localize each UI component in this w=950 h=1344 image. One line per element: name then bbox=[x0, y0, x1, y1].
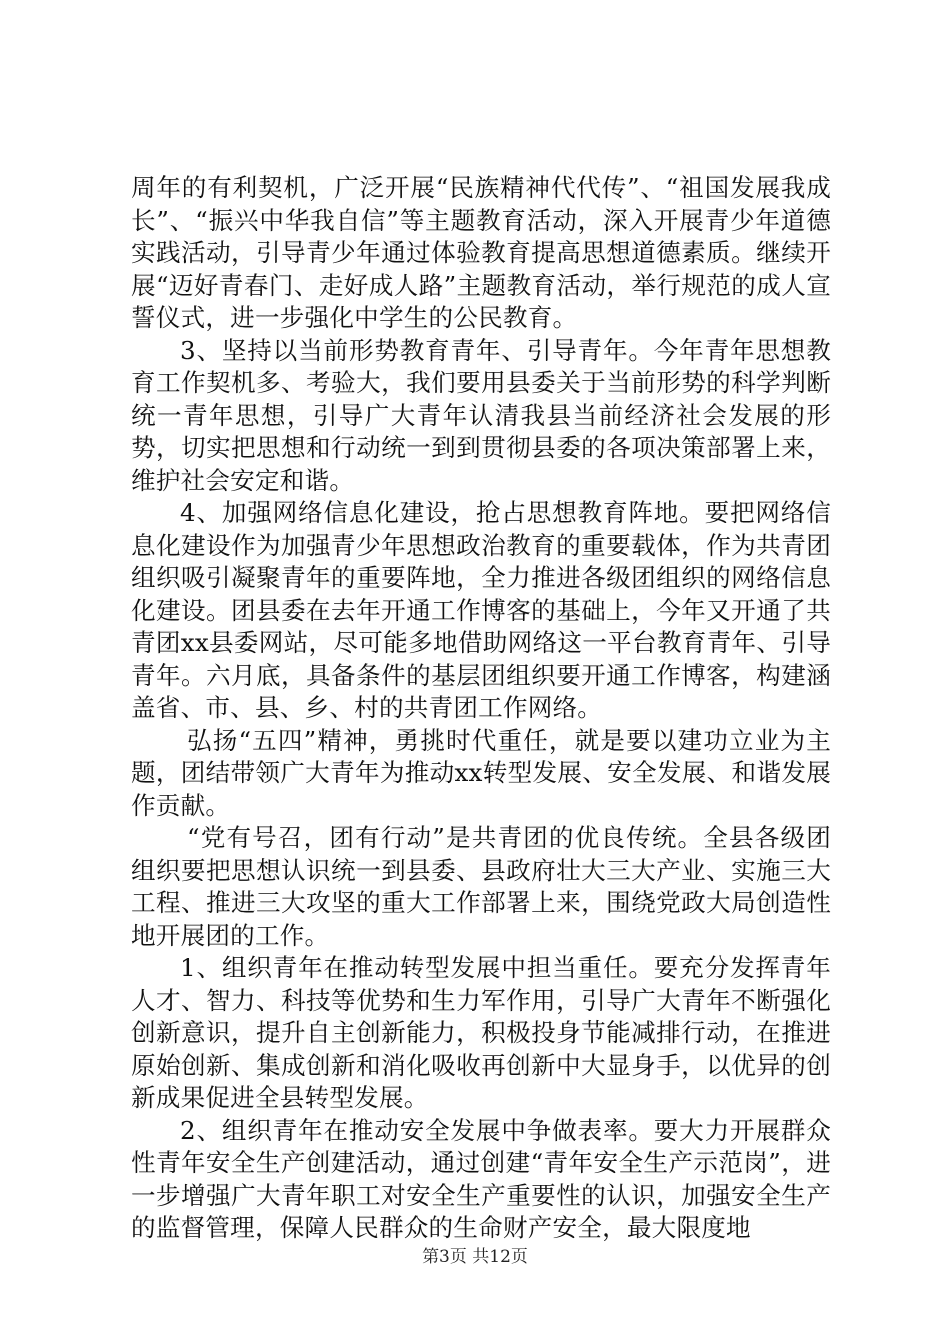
paragraph-1: 周年的有利契机，广泛开展“民族精神代代传”、“祖国发展我成长”、“振兴中华我自信”等主题教育活动，深入开展青少年道德实践活动，引导青少年通过体验教育提高思想道德素质。继续开展“迈好青春门、走好成人路”主题教育活动，举行规范的成人宣誓仪式，进一步强化中学生的公民教育。 bbox=[131, 173, 831, 332]
page-footer: 第3页 共12页 bbox=[422, 1247, 528, 1267]
paragraph-5: “党有号召，团有行动”是共青团的优良传统。全县各级团组织要把思想认识统一到县委、县政府壮大三大产业、实施三大工程、推进三大攻坚的重大工作部署上来，围绕党政大局创造性地开展团的工作。 bbox=[131, 823, 831, 950]
paragraph-7: 2、组织青年在推动安全发展中争做表率。要大力开展群众性青年安全生产创建活动，通过创建“青年安全生产示范岗”，进一步增强广大青年职工对安全生产重要性的认识，加强安全生产的监督管理，保障人民群众的生命财产安全，最大限度地 bbox=[131, 1115, 831, 1242]
paragraph-6: 1、组织青年在推动转型发展中担当重任。要充分发挥青年人才、智力、科技等优势和生力军作用，引导广大青年不断强化创新意识，提升自主创新能力，积极投身节能减排行动，在推进原始创新、集成创新和消化吸收再创新中大显身手，以优异的创新成果促进全县转型发展。 bbox=[131, 953, 831, 1112]
paragraph-4: 弘扬“五四”精神，勇挑时代重任，就是要以建功立业为主题，团结带领广大青年为推动xx转型发展、安全发展、和谐发展作贡献。 bbox=[131, 725, 831, 820]
paragraph-3: 4、加强网络信息化建设，抢占思想教育阵地。要把网络信息化建设作为加强青少年思想政治教育的重要载体，作为共青团组织吸引凝聚青年的重要阵地，全力推进各级团组织的网络信息化建设。团县委在去年开通工作博客的基础上，今年又开通了共青团xx县委网站，尽可能多地借助网络这一平台教育青年、引导青年。六月底，具备条件的基层团组织要开通工作博客，构建涵盖省、市、县、乡、村的共青团工作网络。 bbox=[131, 498, 831, 722]
document-body bbox=[131, 172, 831, 1245]
paragraph-2: 3、坚持以当前形势教育青年、引导青年。今年青年思想教育工作契机多、考验大，我们要用县委关于当前形势的科学判断统一青年思想，引导广大青年认清我县当前经济社会发展的形势，切实把思想和行动统一到到贯彻县委的各项决策部署上来，维护社会安定和谐。 bbox=[131, 335, 831, 495]
